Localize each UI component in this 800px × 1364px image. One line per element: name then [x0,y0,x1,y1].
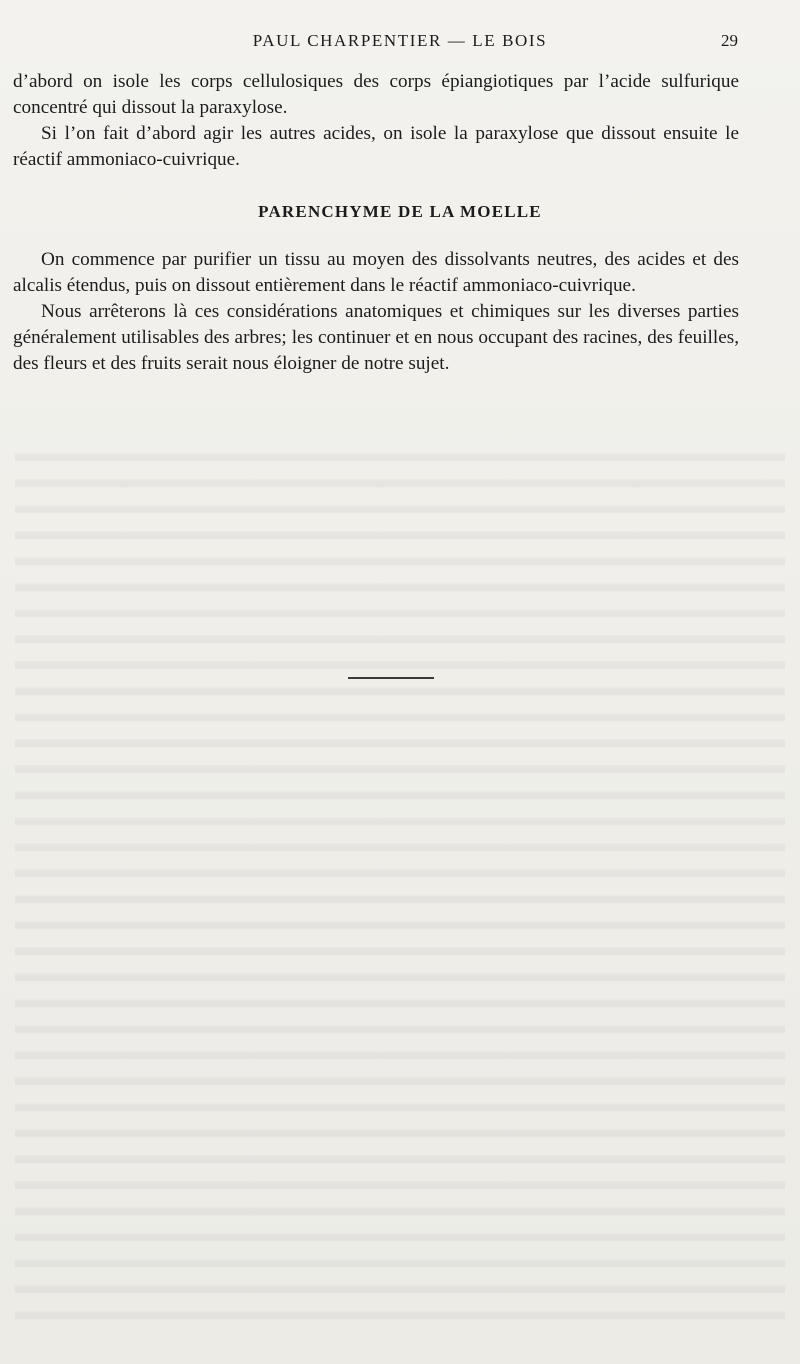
running-head [0,30,800,54]
section-separator-rule [348,677,434,679]
section-heading: PARENCHYME DE LA MOELLE [258,202,542,221]
paragraph-continuation: d’abord on isole les corps cellulosiques des corps épiangiotiques par l’acide sulfurique concentré qui dissout la paraxylose. [13,71,739,118]
paragraph: On commence par purifier un tissu au moyen des dissolvants neutres, des acides et des alcalis étendus, puis on dissout entièrement dans le réactif ammoniaco-cuivrique. [13,249,739,296]
show-through-texture [15,445,785,1325]
page-number: 29 [721,31,738,50]
intro-text [13,69,739,173]
section-text [13,247,739,377]
paragraph: Si l’on fait d’abord agir les autres acides, on isole la paraxylose que dissout ensuite le réactif ammoniaco-cuivrique. [13,123,739,170]
paragraph: Nous arrêterons là ces considérations anatomiques et chimiques sur les diverses parties généralement utilisables des arbres; les continuer et en nous occupant des racines, des feuilles, des fleurs et des fruits serait nous éloigner de notre sujet. [13,301,739,374]
running-title: PAUL CHARPENTIER — LE BOIS [252,31,548,50]
